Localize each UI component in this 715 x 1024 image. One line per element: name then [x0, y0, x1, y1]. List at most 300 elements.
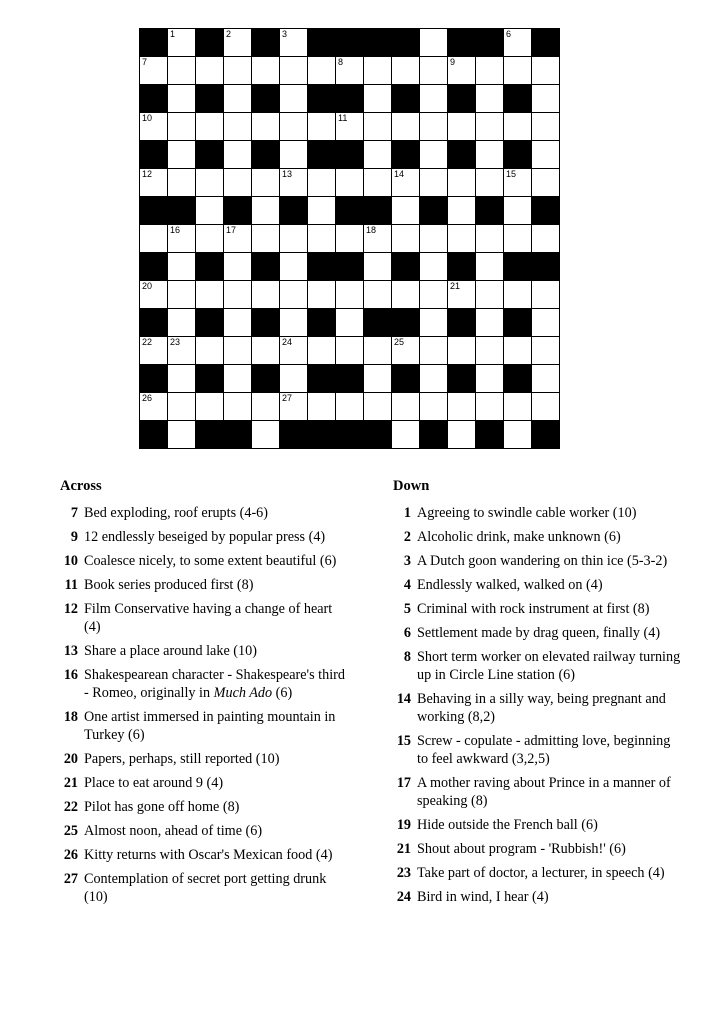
clue-item[interactable] [393, 816, 683, 834]
grid-cell[interactable] [504, 29, 532, 57]
clue-text: Film Conservative having a change of heart (4) [84, 601, 333, 635]
grid-cell[interactable] [224, 281, 252, 309]
grid-cell-block [308, 85, 336, 113]
grid-cell[interactable] [168, 393, 196, 421]
grid-cell[interactable] [504, 113, 532, 141]
down-heading: Down [393, 478, 430, 494]
grid-cell[interactable] [280, 141, 308, 169]
grid-cell-block [448, 85, 476, 113]
grid-cell[interactable] [224, 141, 252, 169]
grid-cell[interactable] [336, 337, 364, 365]
grid-cell-number: 27 [282, 393, 293, 403]
grid-cell-block [196, 309, 224, 337]
clue-text: Papers, perhaps, still reported (10) [84, 751, 280, 767]
clue-number: 5 [403, 601, 411, 617]
grid-cell[interactable] [364, 57, 392, 85]
grid-cell-block [420, 197, 448, 225]
grid-cell-block [252, 309, 280, 337]
clue-text: Alcoholic drink, make unknown (6) [417, 529, 621, 545]
clue-text: Shout about program - 'Rubbish!' (6) [417, 841, 626, 857]
clue-item[interactable] [60, 750, 345, 768]
grid-cell[interactable] [420, 309, 448, 337]
grid-cell-block [364, 197, 392, 225]
clue-text: One artist immersed in painting mountain in Turkey (6) [84, 709, 336, 743]
grid-cell-number: 18 [366, 225, 377, 235]
clue-number: 14 [396, 691, 411, 707]
clue-text: Kitty returns with Oscar's Mexican food (4) [84, 847, 333, 863]
grid-row [140, 337, 560, 365]
grid-row [140, 421, 560, 449]
grid-cell[interactable] [532, 169, 560, 197]
grid-cell[interactable] [420, 281, 448, 309]
across-column [60, 478, 345, 912]
crossword-grid[interactable] [139, 28, 560, 449]
grid-cell[interactable] [504, 421, 532, 449]
grid-cell-block [448, 29, 476, 57]
grid-cell[interactable] [224, 225, 252, 253]
grid-cell[interactable] [364, 225, 392, 253]
grid-cell[interactable] [140, 281, 168, 309]
clue-item[interactable] [60, 600, 345, 636]
clue-item[interactable] [393, 552, 683, 570]
grid-cell[interactable] [476, 281, 504, 309]
grid-cell[interactable] [140, 225, 168, 253]
grid-cell-block [140, 29, 168, 57]
grid-cell[interactable] [336, 393, 364, 421]
grid-cell[interactable] [504, 281, 532, 309]
grid-cell[interactable] [168, 57, 196, 85]
clue-text: Short term worker on elevated railway turning up in Circle Line station (6) [417, 649, 681, 683]
grid-cell[interactable] [140, 169, 168, 197]
grid-cell[interactable] [448, 169, 476, 197]
grid-cell[interactable] [504, 393, 532, 421]
grid-cell[interactable] [308, 225, 336, 253]
grid-cell-block [392, 365, 420, 393]
grid-cell[interactable] [476, 365, 504, 393]
clue-item[interactable] [393, 690, 683, 726]
grid-cell[interactable] [140, 337, 168, 365]
grid-cell[interactable] [532, 337, 560, 365]
grid-cell[interactable] [476, 309, 504, 337]
grid-cell[interactable] [140, 393, 168, 421]
clue-item[interactable] [393, 600, 683, 618]
grid-cell[interactable] [168, 281, 196, 309]
grid-cell[interactable] [476, 393, 504, 421]
grid-cell[interactable] [280, 281, 308, 309]
grid-cell[interactable] [196, 337, 224, 365]
grid-cell[interactable] [224, 85, 252, 113]
grid-cell[interactable] [364, 253, 392, 281]
grid-cell[interactable] [224, 393, 252, 421]
grid-cell[interactable] [252, 337, 280, 365]
grid-cell-number: 2 [226, 29, 232, 39]
grid-cell-block [504, 309, 532, 337]
clue-item[interactable] [393, 732, 683, 768]
grid-cell[interactable] [476, 225, 504, 253]
grid-cell[interactable] [448, 337, 476, 365]
grid-cell[interactable] [168, 365, 196, 393]
grid-row [140, 85, 560, 113]
grid-cell-block [476, 421, 504, 449]
grid-cell[interactable] [448, 225, 476, 253]
grid-cell[interactable] [420, 85, 448, 113]
clue-item[interactable] [393, 864, 683, 882]
grid-cell-block [308, 365, 336, 393]
grid-cell-block [504, 141, 532, 169]
grid-cell[interactable] [448, 197, 476, 225]
grid-cell-block [364, 421, 392, 449]
grid-cell[interactable] [504, 57, 532, 85]
clue-item[interactable] [60, 552, 345, 570]
grid-cell[interactable] [336, 225, 364, 253]
grid-cell[interactable] [140, 113, 168, 141]
clue-number: 18 [63, 709, 78, 725]
grid-cell[interactable] [252, 281, 280, 309]
clue-item[interactable] [393, 624, 683, 642]
grid-cell[interactable] [252, 197, 280, 225]
clue-text: Share a place around lake (10) [84, 643, 257, 659]
grid-cell[interactable] [280, 393, 308, 421]
grid-cell[interactable] [336, 57, 364, 85]
grid-cell[interactable] [504, 225, 532, 253]
grid-cell[interactable] [308, 393, 336, 421]
grid-cell[interactable] [392, 197, 420, 225]
grid-cell-block [280, 197, 308, 225]
grid-cell[interactable] [224, 113, 252, 141]
grid-cell-block [140, 141, 168, 169]
grid-cell[interactable] [420, 57, 448, 85]
clue-item[interactable] [393, 840, 683, 858]
grid-cell-block [308, 253, 336, 281]
clue-item[interactable] [393, 528, 683, 546]
grid-cell[interactable] [420, 225, 448, 253]
grid-cell[interactable] [168, 421, 196, 449]
grid-cell-block [308, 141, 336, 169]
clue-item[interactable] [60, 528, 345, 546]
clue-item[interactable] [393, 888, 683, 906]
grid-cell[interactable] [224, 29, 252, 57]
grid-cell[interactable] [532, 57, 560, 85]
grid-row [140, 225, 560, 253]
grid-cell[interactable] [252, 393, 280, 421]
grid-cell[interactable] [252, 421, 280, 449]
grid-cell-block [476, 197, 504, 225]
clue-item[interactable] [60, 870, 345, 906]
clue-text: Screw - copulate - admitting love, beginning to feel awkward (3,2,5) [417, 733, 671, 767]
clue-number: 12 [63, 601, 78, 617]
grid-cell[interactable] [280, 29, 308, 57]
grid-cell[interactable] [364, 169, 392, 197]
grid-cell[interactable] [308, 169, 336, 197]
clue-item[interactable] [393, 774, 683, 810]
clue-item[interactable] [393, 648, 683, 684]
clue-text: Shakespearean character - Shakespeare's third - Romeo, originally in Much Ado (6) [84, 667, 345, 701]
grid-cell[interactable] [280, 337, 308, 365]
clue-text: Place to eat around 9 (4) [84, 775, 224, 791]
grid-cell[interactable] [168, 225, 196, 253]
grid-cell-block [140, 309, 168, 337]
clue-item[interactable] [60, 642, 345, 660]
grid-cell[interactable] [336, 169, 364, 197]
grid-cell[interactable] [224, 309, 252, 337]
grid-cell[interactable] [280, 225, 308, 253]
grid-cell[interactable] [252, 113, 280, 141]
grid-cell-block [532, 253, 560, 281]
grid-cell-block [168, 197, 196, 225]
grid-cell-number: 26 [142, 393, 153, 403]
grid-cell[interactable] [252, 169, 280, 197]
grid-cell[interactable] [420, 253, 448, 281]
grid-cell[interactable] [364, 113, 392, 141]
grid-cell[interactable] [336, 113, 364, 141]
clue-text: Take part of doctor, a lecturer, in speech (4) [417, 865, 665, 881]
down-column [393, 478, 683, 912]
clue-number: 16 [63, 667, 78, 683]
clue-text: Criminal with rock instrument at first (8) [417, 601, 650, 617]
grid-cell[interactable] [476, 85, 504, 113]
grid-cell[interactable] [140, 57, 168, 85]
grid-cell[interactable] [252, 225, 280, 253]
grid-row [140, 393, 560, 421]
grid-cell-number: 6 [506, 29, 512, 39]
grid-cell[interactable] [364, 281, 392, 309]
grid-cell[interactable] [224, 365, 252, 393]
grid-cell[interactable] [532, 365, 560, 393]
grid-cell-block [140, 85, 168, 113]
grid-cell-block [504, 85, 532, 113]
grid-row [140, 169, 560, 197]
grid-cell[interactable] [476, 141, 504, 169]
grid-cell[interactable] [420, 113, 448, 141]
grid-cell[interactable] [532, 281, 560, 309]
across-heading: Across [60, 478, 102, 494]
grid-cell[interactable] [476, 337, 504, 365]
grid-cell[interactable] [448, 393, 476, 421]
across-clue-list [60, 504, 345, 906]
grid-cell[interactable] [308, 281, 336, 309]
grid-cell[interactable] [448, 421, 476, 449]
grid-cell-block [420, 421, 448, 449]
grid-cell[interactable] [168, 337, 196, 365]
crossword-table[interactable] [139, 28, 560, 449]
grid-cell[interactable] [476, 57, 504, 85]
grid-cell-block [504, 253, 532, 281]
grid-row [140, 253, 560, 281]
grid-cell[interactable] [168, 169, 196, 197]
grid-cell-number: 23 [170, 337, 181, 347]
clue-item[interactable] [60, 798, 345, 816]
grid-cell[interactable] [392, 281, 420, 309]
grid-cell[interactable] [364, 337, 392, 365]
grid-cell[interactable] [196, 197, 224, 225]
grid-cell[interactable] [392, 225, 420, 253]
grid-cell[interactable] [196, 281, 224, 309]
grid-cell[interactable] [364, 393, 392, 421]
grid-cell[interactable] [224, 337, 252, 365]
grid-cell[interactable] [420, 337, 448, 365]
grid-cell-block [448, 365, 476, 393]
grid-cell[interactable] [168, 113, 196, 141]
grid-cell-block [196, 253, 224, 281]
grid-cell[interactable] [392, 57, 420, 85]
grid-cell[interactable] [364, 85, 392, 113]
grid-cell[interactable] [336, 309, 364, 337]
grid-cell[interactable] [196, 393, 224, 421]
grid-cell[interactable] [196, 113, 224, 141]
grid-cell[interactable] [336, 281, 364, 309]
grid-cell[interactable] [168, 253, 196, 281]
grid-cell-number: 10 [142, 113, 153, 123]
grid-cell[interactable] [476, 113, 504, 141]
grid-cell-block [392, 29, 420, 57]
down-clue-list [393, 504, 683, 906]
grid-cell-block [448, 253, 476, 281]
grid-cell[interactable] [448, 281, 476, 309]
grid-cell[interactable] [252, 57, 280, 85]
grid-cell-block [392, 309, 420, 337]
grid-cell[interactable] [504, 337, 532, 365]
clue-text: Settlement made by drag queen, finally (4) [417, 625, 661, 641]
grid-cell[interactable] [448, 57, 476, 85]
grid-cell[interactable] [392, 393, 420, 421]
grid-cell-block [336, 365, 364, 393]
clue-text: Hide outside the French ball (6) [417, 817, 598, 833]
clue-number: 21 [63, 775, 78, 791]
grid-row [140, 113, 560, 141]
grid-cell-block [336, 421, 364, 449]
clue-item[interactable] [60, 504, 345, 522]
grid-cell[interactable] [364, 141, 392, 169]
grid-cell[interactable] [280, 309, 308, 337]
grid-cell-block [140, 365, 168, 393]
grid-cell[interactable] [168, 29, 196, 57]
grid-cell-block [308, 421, 336, 449]
clue-item[interactable] [60, 708, 345, 744]
clue-number: 27 [63, 871, 78, 887]
clue-item[interactable] [60, 576, 345, 594]
grid-cell-number: 1 [170, 29, 176, 39]
clue-item[interactable] [60, 666, 345, 702]
clue-number: 10 [63, 553, 78, 569]
grid-cell[interactable] [280, 85, 308, 113]
grid-cell[interactable] [448, 113, 476, 141]
grid-cell[interactable] [196, 57, 224, 85]
grid-cell[interactable] [308, 113, 336, 141]
grid-cell[interactable] [532, 225, 560, 253]
grid-cell[interactable] [308, 197, 336, 225]
grid-cell[interactable] [168, 309, 196, 337]
clue-number: 15 [396, 733, 411, 749]
grid-cell-block [196, 29, 224, 57]
grid-cell[interactable] [224, 169, 252, 197]
grid-cell-block [532, 29, 560, 57]
clue-text: Pilot has gone off home (8) [84, 799, 240, 815]
clue-item[interactable] [393, 504, 683, 522]
clue-number: 20 [63, 751, 78, 767]
clue-number: 11 [64, 577, 78, 593]
grid-cell[interactable] [168, 141, 196, 169]
grid-cell[interactable] [392, 113, 420, 141]
clue-text: A mother raving about Prince in a manner of speaking (8) [417, 775, 671, 809]
grid-cell-block [336, 141, 364, 169]
grid-cell-block [336, 85, 364, 113]
grid-cell-block [448, 309, 476, 337]
grid-cell[interactable] [504, 169, 532, 197]
grid-cell[interactable] [392, 337, 420, 365]
grid-cell[interactable] [280, 169, 308, 197]
grid-cell-block [308, 29, 336, 57]
grid-cell-number: 20 [142, 281, 153, 291]
grid-cell-block [252, 141, 280, 169]
grid-cell[interactable] [532, 393, 560, 421]
grid-cell-block [364, 309, 392, 337]
grid-cell[interactable] [420, 29, 448, 57]
grid-cell[interactable] [196, 225, 224, 253]
grid-cell-number: 22 [142, 337, 153, 347]
grid-cell-block [392, 253, 420, 281]
grid-cell-number: 11 [338, 113, 348, 123]
grid-cell-block [196, 365, 224, 393]
grid-cell[interactable] [280, 253, 308, 281]
clue-item[interactable] [60, 822, 345, 840]
clue-text: Agreeing to swindle cable worker (10) [417, 505, 637, 521]
grid-cell[interactable] [224, 57, 252, 85]
grid-cell[interactable] [392, 169, 420, 197]
grid-cell[interactable] [532, 309, 560, 337]
grid-cell[interactable] [308, 337, 336, 365]
clue-number: 6 [403, 625, 411, 641]
clue-item[interactable] [60, 774, 345, 792]
clue-number: 9 [70, 529, 78, 545]
grid-cell[interactable] [420, 169, 448, 197]
grid-cell-block [392, 85, 420, 113]
clue-text: 12 endlessly beseiged by popular press (4) [84, 529, 326, 545]
clue-text: Bed exploding, roof erupts (4-6) [84, 505, 269, 521]
grid-cell[interactable] [476, 169, 504, 197]
grid-cell[interactable] [532, 85, 560, 113]
grid-cell[interactable] [196, 169, 224, 197]
grid-cell[interactable] [280, 365, 308, 393]
clue-number: 19 [396, 817, 411, 833]
clue-item[interactable] [393, 576, 683, 594]
grid-cell[interactable] [420, 141, 448, 169]
grid-cell[interactable] [308, 57, 336, 85]
grid-cell[interactable] [364, 365, 392, 393]
grid-cell[interactable] [532, 113, 560, 141]
grid-cell-block [140, 253, 168, 281]
grid-cell[interactable] [532, 141, 560, 169]
grid-cell[interactable] [476, 253, 504, 281]
grid-cell[interactable] [420, 393, 448, 421]
grid-cell-block [224, 421, 252, 449]
grid-cell[interactable] [280, 113, 308, 141]
clue-item[interactable] [60, 846, 345, 864]
grid-row [140, 29, 560, 57]
grid-cell-block [196, 421, 224, 449]
grid-cell-number: 15 [506, 169, 517, 179]
grid-cell[interactable] [504, 197, 532, 225]
grid-cell-block [252, 253, 280, 281]
grid-cell-block [196, 141, 224, 169]
grid-cell[interactable] [392, 421, 420, 449]
grid-cell[interactable] [168, 85, 196, 113]
clue-italic: Much Ado [213, 685, 273, 701]
clue-text: Contemplation of secret port getting drunk (10) [84, 871, 327, 905]
grid-cell[interactable] [224, 253, 252, 281]
clue-number: 17 [396, 775, 411, 791]
grid-cell[interactable] [280, 57, 308, 85]
grid-cell[interactable] [420, 365, 448, 393]
